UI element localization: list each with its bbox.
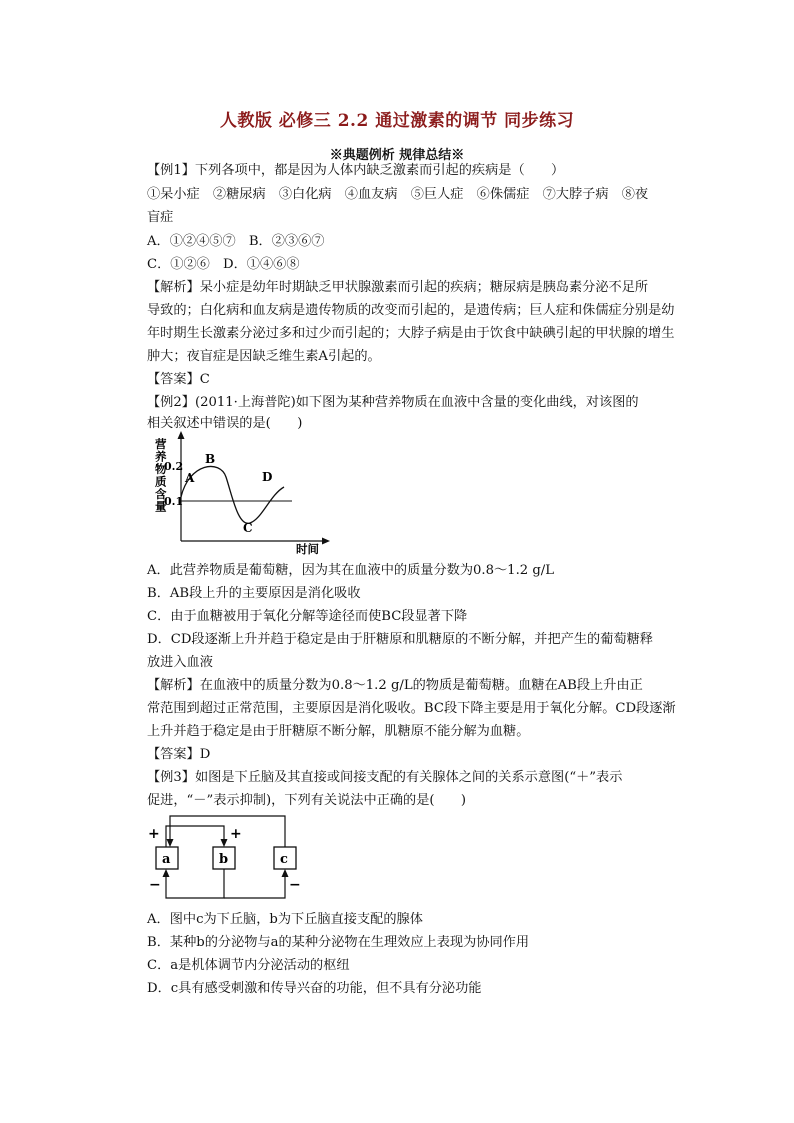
ex1-analysis-line4: 肿大；夜盲症是因缺乏维生素A引起的。 (147, 349, 381, 364)
y-tick-0-2: 0.2 (164, 460, 184, 473)
document-title: 人教版 必修三 2.2 通过激素的调节 同步练习 (219, 111, 575, 131)
ex3-option-b: B．某种b的分泌物与a的某种分泌物在生理效应上表现为协同作用 (147, 935, 530, 950)
nutrient-curve-chart (146, 428, 346, 558)
arrow-into-a-bottom (163, 869, 170, 877)
arrow-into-a-top (167, 839, 174, 847)
point-label-c: C (243, 521, 253, 535)
y-axis-arrow (178, 431, 185, 439)
minus-sign-c: − (289, 877, 301, 893)
b-feedback-connector (166, 869, 224, 898)
ex2-option-d-line1: D．CD段逐渐上升并趋于稳定是由于肝糖原和肌糖原的不断分解，并把产生的葡萄糖释 (147, 632, 653, 647)
arrow-into-b-top (221, 839, 228, 847)
ex2-analysis-line1: 【解析】在血液中的质量分数为0.8～1.2 g/L的物质是葡萄糖。血糖在AB段上升由正 (147, 678, 643, 693)
ex1-items-line1: ①呆小症 ②糖尿病 ③白化病 ④血友病 ⑤巨人症 ⑥侏儒症 ⑦大脖子病 ⑧夜 (147, 187, 649, 202)
c-to-a-top-connector (170, 816, 285, 849)
ex2-question-line2: 相关叙述中错误的是( ) (147, 416, 303, 431)
ex2-option-d-line2: 放进入血液 (147, 655, 213, 670)
ex1-answer: 【答案】C (147, 372, 210, 387)
ex3-question-line2: 促进，“－”表示抑制)，下列有关说法中正确的是( ) (147, 793, 467, 808)
ex1-items-line2: 盲症 (147, 210, 174, 225)
point-label-d: D (262, 470, 273, 484)
plus-sign-b: + (230, 826, 242, 842)
box-b-label: b (219, 852, 229, 867)
arrow-into-c-bottom (282, 869, 289, 877)
b-to-c-feedback-connector (224, 877, 285, 898)
chart-ylabel: 营养物质含量 (155, 437, 167, 514)
section-heading: ※典题例析 规律总结※ (329, 148, 465, 163)
chart-xlabel: 时间 (296, 542, 319, 556)
ex2-analysis-line3: 上升并趋于稳定是由于肝糖原不断分解，肌糖原不能分解为血糖。 (147, 724, 530, 739)
ex2-analysis-line2: 常范围到超过正常范围，主要原因是消化吸收。BC段下降主要是用于氧化分解。CD段逐渐 (147, 701, 676, 716)
box-c-label: c (280, 852, 288, 867)
ex2-option-a: A．此营养物质是葡萄糖，因为其在血液中的质量分数为0.8～1.2 g/L (147, 563, 554, 578)
point-label-b: B (205, 452, 216, 466)
ex1-question: 【例1】下列各项中，都是因为人体内缺乏激素而引起的疾病是（ ） (147, 163, 565, 178)
ex2-option-b: B．AB段上升的主要原因是消化吸收 (147, 586, 361, 601)
plus-sign-a: + (148, 826, 160, 842)
ex2-option-c: C．由于血糖被用于氧化分解等途径而使BC段显著下降 (147, 609, 468, 624)
minus-sign-a: − (149, 877, 161, 893)
ex1-analysis-line2: 导致的；白化病和血友病是遗传物质的改变而引起的，是遗传病；巨人症和侏儒症分别是幼 (147, 303, 675, 318)
ex3-option-d: D．c具有感受刺激和传导兴奋的功能，但不具有分泌功能 (147, 981, 482, 996)
point-label-a: A (185, 471, 195, 485)
ex1-analysis-line1: 【解析】呆小症是幼年时期缺乏甲状腺激素而引起的疾病；糖尿病是胰岛素分泌不足所 (147, 280, 649, 295)
ex1-options-cd: C．①②⑥ D．①④⑥⑧ (147, 257, 300, 272)
a-to-b-connector (166, 826, 224, 849)
ex1-analysis-line3: 年时期生长激素分泌过多和过少而引起的；大脖子病是由于饮食中缺碘引起的甲状腺的增生 (147, 326, 675, 341)
ex1-options-ab: A．①②④⑤⑦ B．②③⑥⑦ (147, 234, 325, 249)
box-a-label: a (162, 852, 171, 867)
x-axis-arrow (322, 538, 330, 545)
y-tick-0-1: 0.1 (164, 495, 184, 508)
ex3-question-line1: 【例3】如图是下丘脑及其直接或间接支配的有关腺体之间的关系示意图(“＋”表示 (147, 770, 623, 785)
ex2-question-line1: 【例2】(2011·上海普陀)如下图为某种营养物质在血液中含量的变化曲线，对该图的 (147, 395, 639, 410)
ex3-option-a: A．图中c为下丘脑，b为下丘脑直接支配的腺体 (147, 912, 423, 927)
gland-relation-diagram (146, 812, 316, 912)
ex3-option-c: C．a是机体调节内分泌活动的枢纽 (147, 958, 350, 973)
ex2-answer: 【答案】D (147, 747, 211, 762)
